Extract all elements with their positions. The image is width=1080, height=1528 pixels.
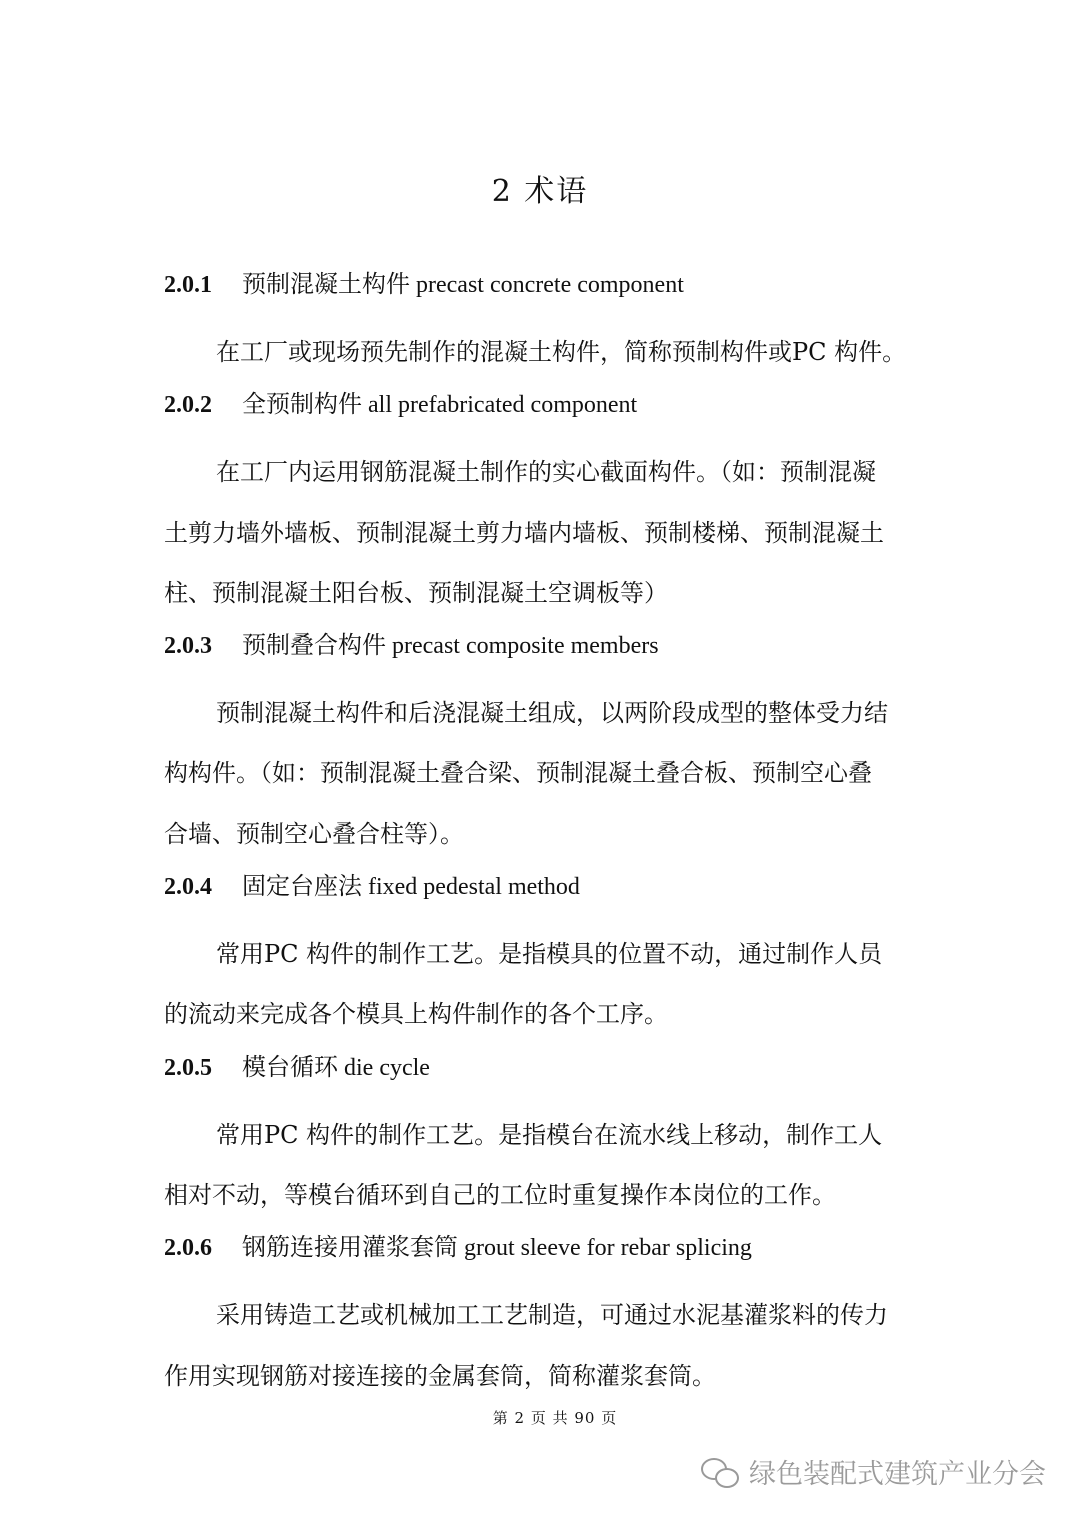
term-2-0-5 <box>164 1045 920 1226</box>
term-definition-line: 在工厂或现场预先制作的混凝土构件，简称预制构件或PC 构件。 <box>216 338 907 366</box>
term-2-0-6 <box>164 1225 920 1406</box>
term-number: 2.0.1 <box>164 272 212 298</box>
term-definition-line: 柱、预制混凝土阳台板、预制混凝土空调板等） <box>164 578 668 607</box>
term-definition-line: 相对不动，等模台循环到自己的工位时重复操作本岗位的工作。 <box>164 1180 836 1209</box>
term-definition <box>164 683 920 864</box>
term-definition-line: 采用铸造工艺或机械加工工艺制造，可通过水泥基灌浆料的传力 <box>216 1301 888 1330</box>
term-name: 全预制构件 all prefabricated component <box>242 392 638 419</box>
terms-list <box>164 262 920 1406</box>
term-definition-line: 合墙、预制空心叠合柱等）。 <box>164 819 464 848</box>
term-number: 2.0.2 <box>164 392 212 419</box>
watermark-text: 绿色装配式建筑产业分会 <box>749 1459 1046 1490</box>
term-heading <box>164 1225 920 1285</box>
term-definition <box>164 322 920 382</box>
term-number: 2.0.6 <box>164 1235 212 1262</box>
term-2-0-1 <box>164 262 920 382</box>
term-definition-line: 预制混凝土构件和后浇混凝土组成，以两阶段成型的整体受力结 <box>216 699 888 728</box>
term-name: 预制混凝土构件 precast concrete component <box>242 272 684 298</box>
term-number: 2.0.4 <box>164 874 212 901</box>
term-heading <box>164 864 920 924</box>
page-number-footer: 第 2 页 共 90 页 <box>492 1409 618 1427</box>
term-name: 固定台座法 fixed pedestal method <box>242 874 580 901</box>
term-heading <box>164 1045 920 1105</box>
term-heading <box>164 382 920 442</box>
term-heading <box>164 623 920 683</box>
term-definition-line: 常用PC 构件的制作工艺。是指模台在流水线上移动，制作工人 <box>216 1120 883 1149</box>
term-definition-line: 在工厂内运用钢筋混凝土制作的实心截面构件。（如：预制混凝 <box>216 458 876 487</box>
term-number: 2.0.3 <box>164 633 212 660</box>
term-2-0-3 <box>164 623 920 864</box>
term-number: 2.0.5 <box>164 1054 212 1081</box>
page-title: 2 术语 <box>491 174 589 209</box>
term-definition <box>164 1285 920 1406</box>
term-name: 模台循环 die cycle <box>242 1054 430 1081</box>
term-definition-line: 的流动来完成各个模具上构件制作的各个工序。 <box>164 1000 668 1029</box>
term-definition-line: 构构件。（如：预制混凝土叠合梁、预制混凝土叠合板、预制空心叠 <box>164 759 872 788</box>
term-heading <box>164 262 920 322</box>
term-definition-line: 常用PC 构件的制作工艺。是指模具的位置不动，通过制作人员 <box>216 940 883 969</box>
term-definition <box>164 442 920 623</box>
term-2-0-4 <box>164 864 920 1045</box>
term-definition <box>164 924 920 1045</box>
term-definition-line: 作用实现钢筋对接连接的金属套筒，简称灌浆套筒。 <box>164 1361 716 1390</box>
watermark <box>701 1452 1046 1491</box>
term-definition <box>164 1105 920 1226</box>
wechat-icon <box>701 1456 741 1488</box>
term-definition-line: 土剪力墙外墙板、预制混凝土剪力墙内墙板、预制楼梯、预制混凝土 <box>164 518 884 547</box>
term-name: 预制叠合构件 precast composite members <box>242 633 659 660</box>
term-name: 钢筋连接用灌浆套筒 grout sleeve for rebar splicing <box>242 1235 752 1262</box>
term-2-0-2 <box>164 382 920 623</box>
